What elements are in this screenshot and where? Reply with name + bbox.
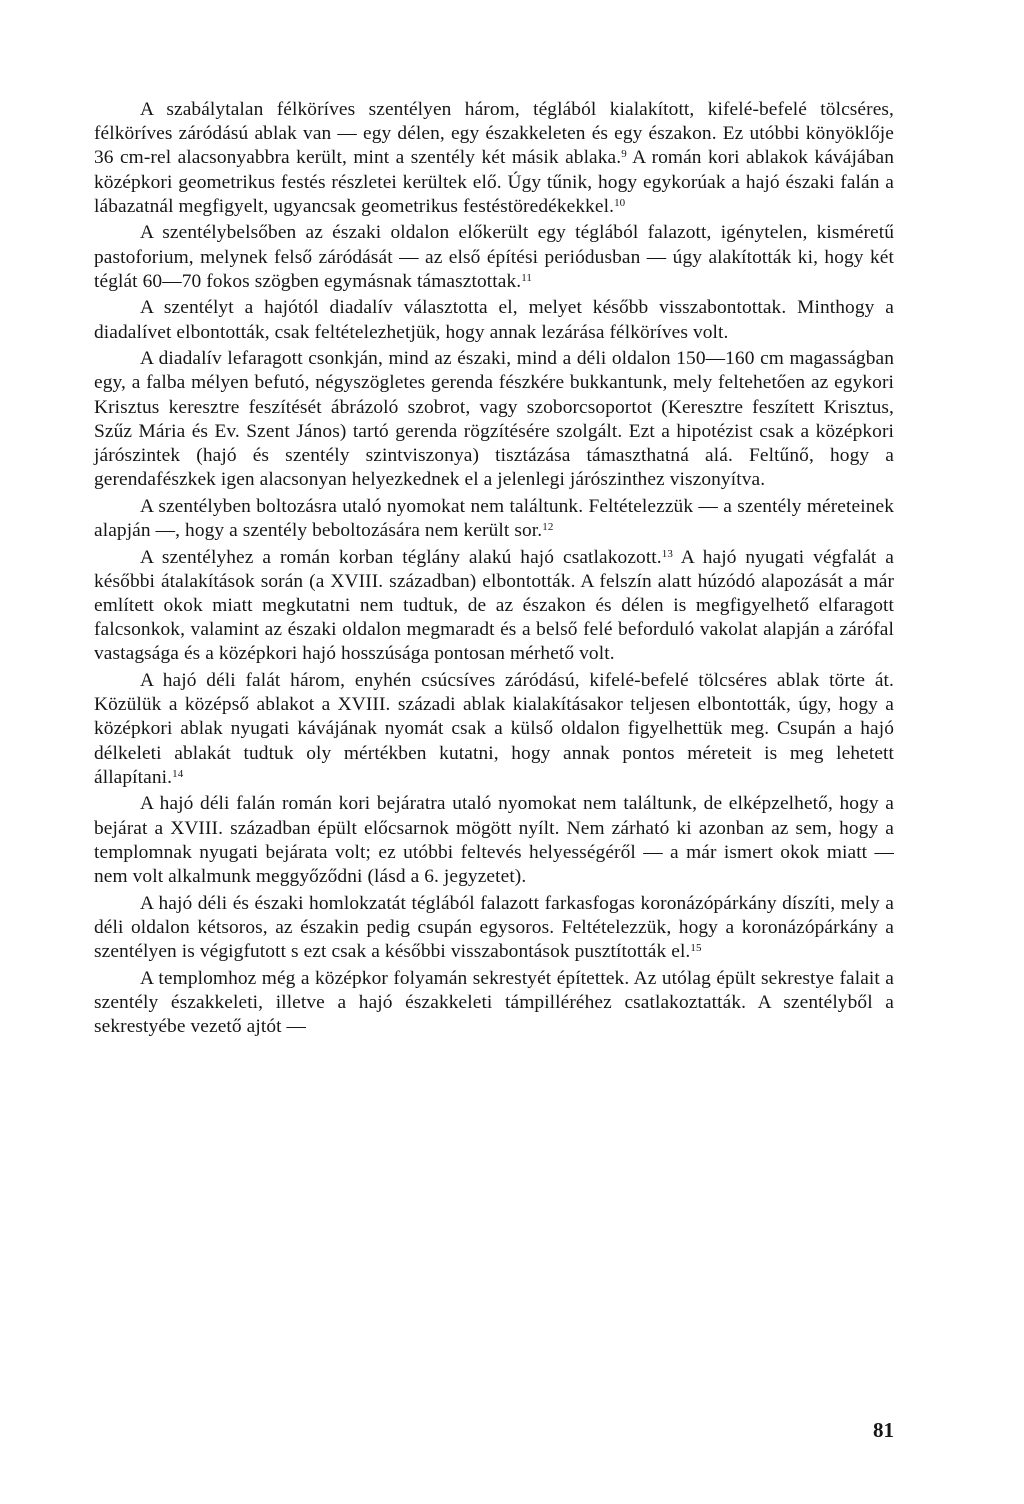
paragraph-text: A szabálytalan félköríves szentélyen három, téglából kialakított, kifelé-befelé tölcséres, félköríves záródású ablak van — egy délen, egy északkeleten és egy északon. Ez utóbbi könyöklője 36 cm-rel alacsonyabbra került, mint a szentély két másik ablaka. [94,99,894,169]
document-page [94,98,894,1438]
paragraph-text: A hajó déli és északi homlokzatát téglából falazott farkasfogas koronázópárkány díszíti, mely a déli oldalon kétsoros, az északin pedig csupán egysoros. Feltételezzük, hogy a koronázópárkány a szentélyen is végigfutott s ezt csak a későbbi visszabontások pusztították el. [94,892,894,963]
paragraph-text: A szentélybelsőben az északi oldalon előkerült egy téglából falazott, igénytelen, kisméretű pastoforium, melynek felső záródását — az első építési periódusban — úgy alakították ki, hogy két téglát 60—70 fokos szögben egymásnak támasztottak. [94,222,894,292]
footnote-ref: 10 [614,196,626,209]
paragraph-8 [94,792,894,889]
footnote-ref: 14 [172,767,184,780]
footnote-ref: 15 [690,942,702,955]
paragraph-text: A diadalív lefaragott csonkján, mind az északi, mind a déli oldalon 150—160 cm magasságban egy, a falba mélyen befutó, négyszögletes gerenda fészkére bukkantunk, mely feltehetően az egykori Krisztus keresztre feszítését ábrázoló szobrot, vagy szoborcsoportot (Keresztre feszített Krisztus, Szűz Mária és Ev. Szent János) tartó gerenda rögzítésére szolgált. Ezt a hipotézist csak a középkori járószintek (hajó és szentély szintviszonya) tisztázása támaszthatná alá. Feltűnő, hogy a gerendafészkek igen alacsonyan helyezkednek el a jelenlegi járószinthez viszonyítva. [94,348,894,491]
paragraph-6 [94,546,894,667]
page-number: 81 [873,1418,894,1442]
paragraph-text: A szentélyt a hajótól diadalív választotta el, melyet később visszabontottak. Minthogy a diadalívet elbontották, csak feltételezhetjük, hogy annak lezárása félköríves volt. [94,297,894,343]
paragraph-text: A hajó déli falán román kori bejáratra utaló nyomokat nem találtunk, de elképzelhető, hogy a bejárat a XVIII. században épült előcsarnok mögött nyílt. Nem zárható ki azonban az sem, hogy a templomnak nyugati bejárata volt; ez utóbbi feltevés helyességéről — a már ismert okok miatt — nem volt alkalmunk meggyőződni (lásd a 6. jegyzetet). [94,793,894,888]
paragraph-9 [94,892,894,965]
footnote-ref: 13 [661,547,673,560]
paragraph-3 [94,296,894,344]
paragraph-text: A szentélyhez a román korban téglány alakú hajó csatlakozott. [140,546,662,568]
paragraph-2 [94,221,894,294]
paragraph-4 [94,347,894,492]
paragraph-text: A templomhoz még a középkor folyamán sekrestyét építettek. Az utólag épült sekrestye falait a szentély északkeleti, illetve a hajó északkeleti támpilléréhez csatlakoztatták. A szentélyből a sekrestyébe vezető ajtót — [94,967,894,1038]
paragraph-7 [94,669,894,790]
paragraph-10 [94,967,894,1040]
paragraph-1 [94,98,894,219]
paragraph-text: A román kori ablakok kávájában középkori geometrikus festés részletei kerültek elő. Úgy tűnik, hogy egykorúak a hajó északi falán a lábazatnál megfigyelt, ugyancsak geometrikus festéstöredékekkel. [94,147,894,217]
footnote-ref: 11 [521,271,532,284]
footnote-ref: 9 [621,148,627,161]
paragraph-text: A hajó nyugati végfalát a későbbi átalakítások során (a XVIII. században) elbontották. A felszín alatt húzódó alapozását a már említett okok miatt megkutatni nem tudtuk, de az északon és délen is megfigyelhető elfaragott falcsonkok, valamint az északi oldalon megmaradt és a belső felé beforduló vakolat alapján a zárófal vastagsága és a középkori hajó hosszúsága pontosan mérhető volt. [94,546,894,665]
paragraph-5 [94,495,894,543]
paragraph-text: A hajó déli falát három, enyhén csúcsíves záródású, kifelé-befelé tölcséres ablak törte át. Közülük a középső ablakot a XVIII. századi ablak kialakításakor teljesen elbontották, úgy, hogy a középkori ablak nyugati kávájának nyomát csak a külső oldalon figyelhettük meg. Csupán a hajó délkeleti ablakát tudtuk oly mértékben kutatni, hogy annak pontos méreteit is meg lehetett állapítani. [94,670,894,788]
footnote-ref: 12 [542,521,554,534]
paragraph-text: A szentélyben boltozásra utaló nyomokat nem találtunk. Feltételezzük — a szentély méreteinek alapján —, hogy a szentély beboltozására nem került sor. [94,495,894,542]
